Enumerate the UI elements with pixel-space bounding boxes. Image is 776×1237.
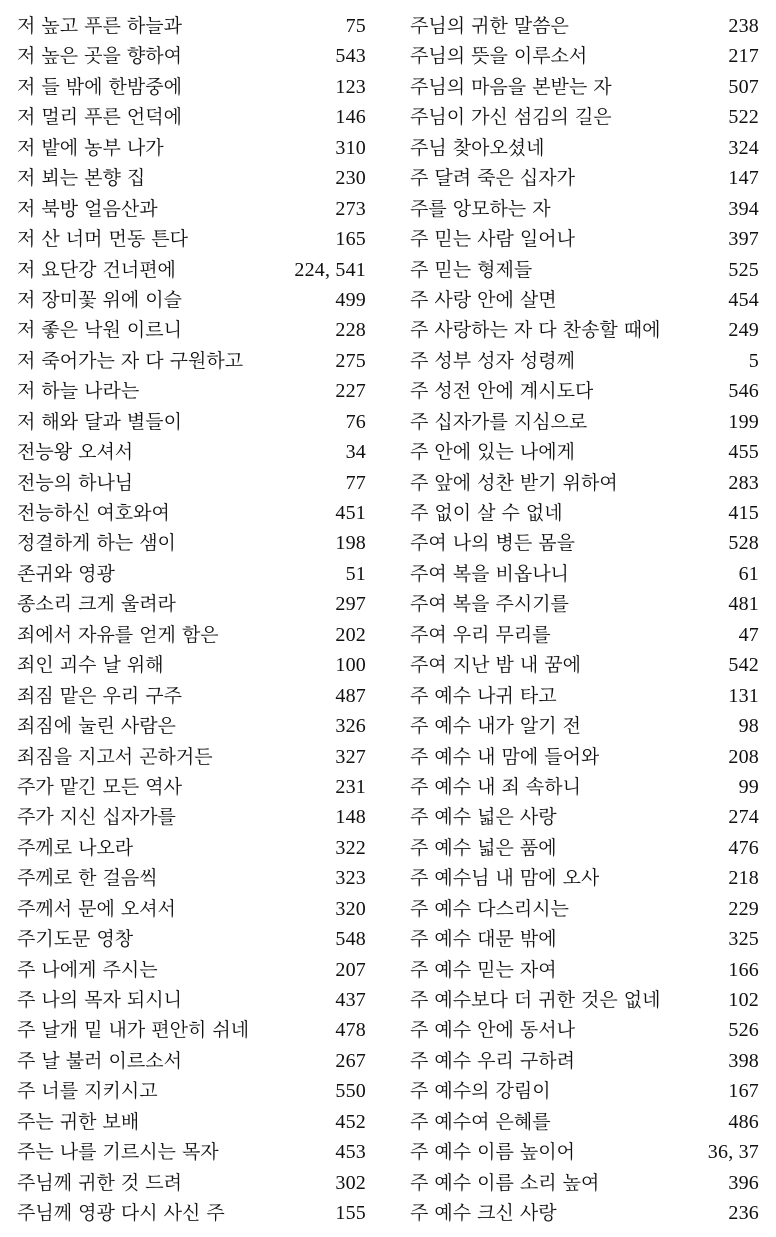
index-entry [17,1168,366,1198]
index-entry [17,894,366,924]
hymn-number: 131 [728,684,759,707]
hymn-number: 546 [728,380,759,403]
hymn-number: 525 [728,258,759,281]
index-entry [17,468,366,498]
index-entry [17,72,366,102]
hymn-title: 주께서 문에 오셔서 [17,897,176,920]
index-column-left [17,11,366,1229]
hymn-number: 487 [335,684,366,707]
hymn-number: 398 [728,1049,759,1072]
hymn-number: 267 [335,1049,366,1072]
index-entry [17,863,366,893]
hymn-title: 존귀와 영광 [17,562,115,585]
index-entry [410,1076,759,1106]
hymn-title: 주 예수 다스리시는 [410,897,569,920]
hymn-title: 주께로 한 걸음씩 [17,867,158,890]
index-entry [410,163,759,193]
hymn-title: 죄인 괴수 날 위해 [17,654,164,677]
hymn-number: 228 [335,319,366,342]
hymn-number: 167 [728,1080,759,1103]
hymn-number: 548 [335,928,366,951]
index-entry [410,711,759,741]
hymn-number: 202 [335,623,366,646]
hymn-title: 저 죽어가는 자 다 구원하고 [17,349,244,372]
hymn-number: 102 [728,989,759,1011]
index-entry [410,1107,759,1137]
hymn-title: 주 예수님 내 맘에 오사 [410,867,600,890]
hymn-number: 47 [738,623,759,646]
hymn-number: 155 [335,1202,366,1225]
hymn-number: 437 [335,989,366,1011]
hymn-title: 죄에서 자유를 얻게 함은 [17,623,219,646]
hymn-title: 주께로 나오라 [17,836,134,859]
hymn-number: 207 [335,958,366,981]
hymn-number: 543 [335,45,366,68]
hymn-title: 전능하신 여호와여 [17,502,170,524]
hymn-number: 396 [728,1171,759,1194]
hymn-title: 주 날개 밑 내가 편안히 쉬네 [17,1019,250,1042]
hymn-title: 주 없이 살 수 없네 [410,502,563,524]
hymn-title: 주 날 불러 이르소서 [17,1049,182,1072]
hymn-number: 297 [335,593,366,616]
hymn-number: 302 [335,1171,366,1194]
hymn-number: 5 [748,349,759,372]
hymn-number: 526 [728,1019,759,1042]
index-entry [17,133,366,163]
index-entry [17,955,366,985]
hymn-number: 100 [335,654,366,677]
index-entry [410,772,759,802]
hymn-title: 주 예수 나귀 타고 [410,684,557,707]
hymn-title: 주 달려 죽은 십자가 [410,167,575,190]
index-entry [410,985,759,1015]
hymn-title: 주 사랑하는 자 다 찬송할 때에 [410,319,661,342]
hymn-title: 주여 지난 밤 내 꿈에 [410,654,581,677]
hymn-number: 77 [345,471,366,494]
hymn-title: 주님 찾아오셨네 [410,136,545,159]
hymn-title: 저 뵈는 본향 집 [17,167,146,190]
hymn-title: 주가 맡긴 모든 역사 [17,775,182,798]
hymn-number: 165 [335,228,366,251]
index-entry [410,620,759,650]
hymn-title: 주님의 귀한 말씀은 [410,15,569,37]
hymn-title: 주 성전 안에 계시도다 [410,380,594,403]
hymn-title: 주님께 귀한 것 드려 [17,1171,182,1194]
hymn-number: 75 [345,15,366,37]
hymn-title: 주 예수 이름 높이어 [410,1141,575,1164]
hymn-number: 61 [738,562,759,585]
hymn-title: 저 높은 곳을 향하여 [17,45,182,68]
hymn-title: 저 들 밖에 한밤중에 [17,75,182,98]
hymn-title: 주 안에 있는 나에게 [410,441,575,464]
hymn-title: 주를 앙모하는 자 [410,197,551,220]
hymn-title: 저 밭에 농부 나가 [17,136,164,159]
index-entry [410,1046,759,1076]
hymn-number: 325 [728,928,759,951]
hymn-number: 327 [335,745,366,768]
hymn-title: 주님의 뜻을 이루소서 [410,45,588,68]
index-column-right [410,11,759,1229]
hymn-title: 주 앞에 성찬 받기 위하여 [410,471,618,494]
hymn-title: 저 산 너머 먼동 튼다 [17,228,188,251]
index-entry [410,41,759,71]
hymn-title: 주여 우리 무리를 [410,623,551,646]
hymn-number: 238 [728,15,759,37]
hymn-title: 주 예수 크신 사랑 [410,1202,557,1225]
index-entry [17,802,366,832]
hymn-number: 146 [335,106,366,129]
index-entry [410,72,759,102]
index-entry [410,589,759,619]
hymn-title: 주 나의 목자 되시니 [17,989,182,1011]
index-entry [410,194,759,224]
hymn-title: 주 예수 우리 구하려 [410,1049,575,1072]
index-entry [410,528,759,558]
hymn-title: 주 예수 내 죄 속하니 [410,775,581,798]
index-entry [17,102,366,132]
hymn-title: 죄짐 맡은 우리 구주 [17,684,182,707]
index-entry [410,285,759,315]
index-entry [17,711,366,741]
index-entry [410,102,759,132]
index-entry [17,224,366,254]
hymn-title: 주 예수여 은혜를 [410,1110,551,1133]
hymn-number: 236 [728,1202,759,1225]
hymn-number: 249 [728,319,759,342]
index-entry [17,1046,366,1076]
hymn-title: 주 예수 이름 소리 높여 [410,1171,600,1194]
hymn-number: 229 [728,897,759,920]
hymn-number: 394 [728,197,759,220]
hymn-title: 주 사랑 안에 살면 [410,288,557,311]
hymn-title: 주 예수 믿는 자여 [410,958,557,981]
hymn-number: 528 [728,532,759,555]
index-entry [410,11,759,41]
hymn-title: 주 예수보다 더 귀한 것은 없네 [410,989,661,1011]
index-entry [410,315,759,345]
hymn-title: 주님이 가신 섬김의 길은 [410,106,612,129]
hymn-title: 주는 귀한 보배 [17,1110,140,1133]
hymn-title: 저 하늘 나라는 [17,380,140,403]
index-entry [17,985,366,1015]
hymn-title: 주님의 마음을 본받는 자 [410,75,612,98]
hymn-number: 324 [728,136,759,159]
hymn-title: 저 북방 얼음산과 [17,197,158,220]
hymn-number: 453 [335,1141,366,1164]
index-entry [17,163,366,193]
hymn-number: 323 [335,867,366,890]
hymn-title: 전능왕 오셔서 [17,441,134,464]
index-entry [410,833,759,863]
hymn-number: 147 [728,167,759,190]
hymn-title: 저 멀리 푸른 언덕에 [17,106,182,129]
index-entry [410,1015,759,1045]
index-entry [410,255,759,285]
index-entry [17,681,366,711]
hymn-title: 주 예수 내가 알기 전 [410,715,581,738]
index-entry [410,224,759,254]
hymn-title: 죄짐을 지고서 곤하거든 [17,745,213,768]
hymn-title: 주 성부 성자 성령께 [410,349,575,372]
hymn-number: 224, 541 [294,258,366,281]
index-entry [17,407,366,437]
hymn-number: 227 [335,380,366,403]
index-entry [410,681,759,711]
hymn-number: 231 [335,775,366,798]
hymn-number: 522 [728,106,759,129]
hymn-number: 34 [345,441,366,464]
index-entry [410,1198,759,1228]
index-entry [17,285,366,315]
index-entry [17,376,366,406]
hymn-number: 397 [728,228,759,251]
hymn-title: 주 믿는 형제들 [410,258,533,281]
index-entry [17,924,366,954]
hymn-number: 218 [728,867,759,890]
hymn-number: 454 [728,288,759,311]
index-entry [410,742,759,772]
hymn-number: 36, 37 [707,1141,759,1164]
hymn-number: 283 [728,471,759,494]
index-entry [410,133,759,163]
index-entry [410,407,759,437]
hymn-number: 452 [335,1110,366,1133]
hymn-number: 217 [728,45,759,68]
index-entry [410,498,759,528]
index-entry [410,559,759,589]
index-entry [410,1168,759,1198]
index-entry [17,41,366,71]
index-entry [17,1198,366,1228]
index-entry [17,1015,366,1045]
hymn-number: 499 [335,288,366,311]
hymn-number: 123 [335,75,366,98]
hymn-number: 507 [728,75,759,98]
hymn-title: 주여 나의 병든 몸을 [410,532,575,555]
hymn-number: 76 [345,410,366,433]
hymn-number: 320 [335,897,366,920]
index-entry [17,1076,366,1106]
hymn-number: 486 [728,1110,759,1133]
index-entry [17,255,366,285]
hymn-number: 451 [335,502,366,524]
hymn-title: 저 요단강 건너편에 [17,258,176,281]
hymn-title: 주여 복을 주시기를 [410,593,569,616]
hymn-title: 주 십자가를 지심으로 [410,410,588,433]
index-entry [17,1107,366,1137]
index-entry [410,955,759,985]
index-entry [17,194,366,224]
index-entry [17,650,366,680]
hymn-title: 주 예수 넓은 사랑 [410,806,557,829]
hymn-title: 주 예수 내 맘에 들어와 [410,745,600,768]
hymn-number: 542 [728,654,759,677]
index-entry [17,437,366,467]
index-entry [410,924,759,954]
index-entry [410,894,759,924]
hymn-title: 저 높고 푸른 하늘과 [17,15,182,37]
index-entry [410,437,759,467]
index-entry [410,1137,759,1167]
hymn-number: 198 [335,532,366,555]
index-entry [410,802,759,832]
hymn-number: 148 [335,806,366,829]
hymn-title: 주 예수의 강림이 [410,1080,551,1103]
index-entry [17,833,366,863]
hymn-number: 99 [738,775,759,798]
hymn-title: 정결하게 하는 샘이 [17,532,176,555]
hymn-number: 230 [335,167,366,190]
index-entry [17,1137,366,1167]
hymn-title: 주 믿는 사람 일어나 [410,228,575,251]
hymn-title: 주 예수 안에 동서나 [410,1019,575,1042]
index-entry [410,863,759,893]
index-entry [17,589,366,619]
index-entry [17,11,366,41]
hymn-title: 주님께 영광 다시 사신 주 [17,1202,225,1225]
index-entry [410,346,759,376]
hymn-title: 주 나에게 주시는 [17,958,158,981]
hymn-number: 455 [728,441,759,464]
hymn-number: 275 [335,349,366,372]
index-entry [17,742,366,772]
hymn-title: 주가 지신 십자가를 [17,806,176,829]
hymn-number: 550 [335,1080,366,1103]
hymn-number: 98 [738,715,759,738]
hymn-title: 주는 나를 기르시는 목자 [17,1141,219,1164]
hymn-number: 166 [728,958,759,981]
hymn-number: 478 [335,1019,366,1042]
hymn-title: 저 장미꽃 위에 이슬 [17,288,182,311]
hymn-title: 주 너를 지키시고 [17,1080,158,1103]
hymn-title: 죄짐에 눌린 사람은 [17,715,176,738]
index-entry [17,498,366,528]
hymn-title: 전능의 하나님 [17,471,134,494]
index-entry [410,376,759,406]
hymn-number: 199 [728,410,759,433]
hymn-number: 326 [335,715,366,738]
index-entry [17,346,366,376]
hymn-number: 476 [728,836,759,859]
hymn-number: 415 [728,502,759,524]
hymn-title: 주 예수 대문 밖에 [410,928,557,951]
hymn-number: 51 [345,562,366,585]
index-entry [17,559,366,589]
index-entry [17,528,366,558]
index-entry [17,620,366,650]
hymn-title: 종소리 크게 울려라 [17,593,176,616]
hymn-title: 저 해와 달과 별들이 [17,410,182,433]
hymn-number: 481 [728,593,759,616]
hymn-number: 208 [728,745,759,768]
index-entry [17,315,366,345]
hymn-title: 주여 복을 비옵나니 [410,562,569,585]
index-entry [410,650,759,680]
hymn-title: 저 좋은 낙원 이르니 [17,319,182,342]
index-entry [17,772,366,802]
index-entry [410,468,759,498]
hymn-title: 주 예수 넓은 품에 [410,836,557,859]
hymn-number: 274 [728,806,759,829]
hymn-number: 310 [335,136,366,159]
hymn-title: 주기도문 영창 [17,928,134,951]
hymn-number: 322 [335,836,366,859]
hymn-number: 273 [335,197,366,220]
